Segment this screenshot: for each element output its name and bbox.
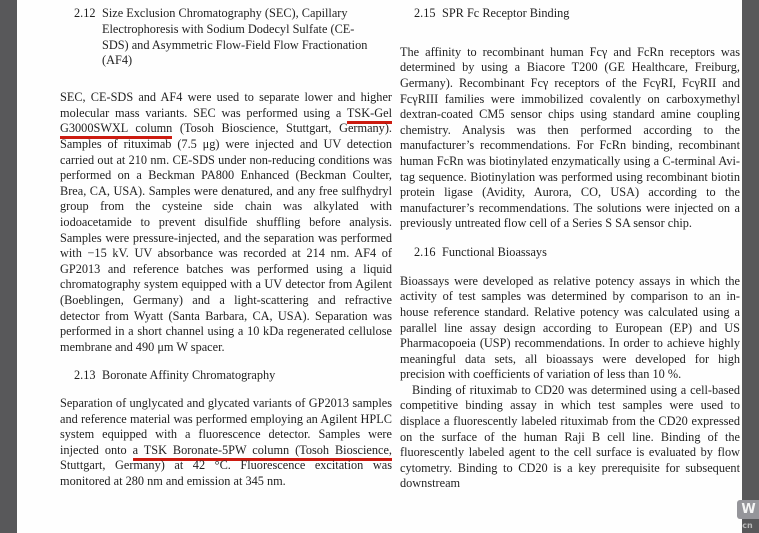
viewer-gutter-right [742,0,759,533]
watermark-logo [736,500,759,530]
watermark-icon [737,500,759,519]
paragraph-boronate [60,396,392,490]
paragraph-bioassays: Bioassays were developed as relative potency assays in which the activity of test samples was determined by comparison to an in-house reference standard. Relative potency was calculated using a parallel line assay design according to European (EP) and US Pharmacopoeia (USP) recommendations. In order to achieve highly meaningful data sets, all bioassays were developed for high precision with coefficients of variation of less than 10 %. [400,273,740,382]
section-title: Size Exclusion Chromatography (SEC), Capillary Electrophoresis with Sodium Dodecyl Sulfate (CE-SDS) and Asymmetric Flow-Field Flow Fractionation (AF4) [102,6,368,68]
section-title: Functional Bioassays [442,244,547,259]
section-heading-2-16 [400,245,740,261]
section-title: Boronate Affinity Chromatography [102,368,276,383]
section-number: 2.15 [414,6,436,20]
body-text: (Tosoh Bioscience, Stuttgart, Germany). Samples of rituximab (7.5 μg) were injected and UV detection carried out at 210 nm. CE-SDS under non-reducing conditions was performed on a Beckman PA800 Enhanced (Beckman Coulter, Brea, CA, USA). Samples were denatured, and any free sulfhydryl group from the cysteine side chain was alkylated with iodoacetamide to prevent disulfide shuffling before analysis. Samples were pressure-injected, and the separation was performed with −15 kV. UV absorbance was recorded at 214 nm. AF4 of GP2013 and reference batches was performed using a liquid chromatography system equipped with a UV detector from Agilent (Boeblingen, Germany) and a light-scattering and refractive detector from Wyatt (Santa Barbara, CA, USA). Separation was performed in a short channel using a 10 kDa regenerated cellulose membrane and 490 μm W spacer. [60,121,392,354]
annotation-underline-tsk-gel: TSK-Gel G3000SWXL column [60,106,392,140]
paragraph-sec-methods [60,90,392,355]
viewer-gutter-left [0,0,17,533]
section-heading-2-15 [400,6,740,22]
section-heading-2-13 [60,368,392,384]
column-left [60,6,392,490]
paragraph-cd20-binding: Binding of rituximab to CD20 was determined using a cell-based competitive binding assay in which test samples were used to displace a fluorescently labeled rituximab from the CD20 expressed on the surface of the human Raji B cell line. Binding of the fluorescently labeled agent to the cell surface is evaluated by flow cytometry. Binding to CD20 is a key prerequisite for subsequent downstream [400,382,740,491]
section-heading-2-12 [60,6,392,69]
body-text: SEC, CE-SDS and AF4 were used to separate lower and higher molecular mass variants. SEC was performed using a [60,90,392,120]
section-number: 2.12 [74,6,96,20]
body-text: Stuttgart, Germany) at 42 °C. Fluorescence excitation was monitored at 280 nm and emission at 345 nm. [60,458,392,489]
watermark-glyph: W [741,502,755,517]
watermark-suffix: cn [742,521,753,530]
column-right [400,6,740,492]
annotation-underline-boronate: a TSK Boronate-5PW column (Tosoh Bioscience, [133,443,392,461]
paragraph-spr-binding: The affinity to recombinant human Fcγ and FcRn receptors was determined by using a Biacore T200 (GE Healthcare, Freiburg, Germany). Recombinant Fcγ receptors of the FcγRI, FcγRII and FcγRIII families were immobilized covalently on carboxymethyl dextran-coated CM5 sensor chips using standard amine coupling chemistry. Analysis was then performed according to the manufacturer’s recommendations. For FcRn binding, recombinant human FcRn was biotinylated enzymatically using a C-terminal Avi-tag sequence. Biotinylation was performed using recombinant biotin protein ligase (Avidity, Aurora, CO, USA) according to the manufacturer’s recommendations. The solutions were injected on a previously untreated flow cell of a Series S SA sensor chip. [400,44,740,231]
section-number: 2.16 [414,244,436,259]
section-number: 2.13 [74,368,96,383]
section-title: SPR Fc Receptor Binding [442,6,570,20]
body-text: Separation of unglycated and glycated variants of GP2013 samples and reference material was performed employing an Agilent HPLC system equipped with a fluorescence detector. Samples were injected onto [60,396,392,457]
